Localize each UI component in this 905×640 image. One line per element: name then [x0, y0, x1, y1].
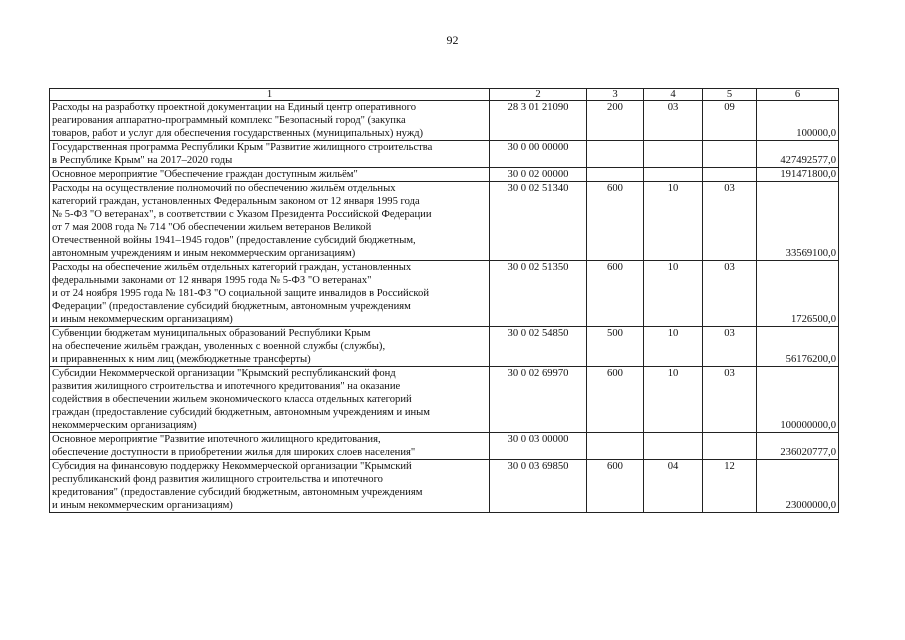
description-line: в Республике Крым" на 2017–2020 годы	[52, 155, 233, 166]
description-line: и иным некоммерческим организациям)	[52, 314, 233, 325]
subsection-code	[703, 141, 757, 168]
row-description	[50, 141, 490, 168]
description-line: реагирования аппаратно-программный комплекс "Безопасный город" (закупка	[52, 115, 406, 126]
header-col-1: 1	[50, 89, 490, 101]
table-row	[50, 327, 839, 367]
row-description	[50, 367, 490, 433]
description-line: и приравненных к ним лиц (межбюджетные трансферты)	[52, 354, 311, 365]
description-line: граждан (предоставление субсидий бюджетным, автономным учреждениям и иным	[52, 407, 431, 418]
amount: 1726500,0	[757, 261, 839, 327]
table-row	[50, 367, 839, 433]
header-col-5: 5	[703, 89, 757, 101]
expense-type-code: 500	[587, 327, 644, 367]
target-article-code: 30 0 00 00000	[490, 141, 587, 168]
subsection-code	[703, 433, 757, 460]
table-row	[50, 168, 839, 182]
description-line: Расходы на разработку проектной документации на Единый центр оперативного	[52, 102, 417, 113]
subsection-code: 03	[703, 327, 757, 367]
target-article-code: 30 0 02 00000	[490, 168, 587, 182]
description-line: содействия в обеспечении жильем экономического класса отдельных категорий	[52, 394, 412, 405]
description-line: на обеспечение жильём граждан, уволенных с военной службы (службы),	[52, 341, 386, 352]
row-description	[50, 101, 490, 141]
description-line: от 7 мая 2008 года № 714 "Об обеспечении жильем ветеранов Великой	[52, 222, 372, 233]
table-row	[50, 460, 839, 513]
description-line: некоммерческим организациям)	[52, 420, 197, 431]
section-code: 03	[644, 101, 703, 141]
expense-type-code: 200	[587, 101, 644, 141]
target-article-code: 30 0 02 69970	[490, 367, 587, 433]
subsection-code: 03	[703, 182, 757, 261]
description-line: Субсидия на финансовую поддержку Некоммерческой организации "Крымский	[52, 461, 412, 472]
subsection-code: 09	[703, 101, 757, 141]
amount: 23000000,0	[757, 460, 839, 513]
description-line: федеральными законами от 12 января 1995 года № 5-ФЗ "О ветеранах"	[52, 275, 372, 286]
amount: 33569100,0	[757, 182, 839, 261]
section-code: 10	[644, 261, 703, 327]
target-article-code: 30 0 02 54850	[490, 327, 587, 367]
row-description	[50, 460, 490, 513]
section-code: 04	[644, 460, 703, 513]
expense-type-code	[587, 141, 644, 168]
section-code	[644, 141, 703, 168]
page-number: 92	[446, 33, 459, 47]
target-article-code: 30 0 02 51340	[490, 182, 587, 261]
description-line: автономным учреждениям и иным некоммерческим организациям)	[52, 248, 356, 259]
description-line: и иным некоммерческим организациям)	[52, 500, 233, 511]
description-line: и от 24 ноября 1995 года № 181-ФЗ "О социальной защите инвалидов в Российской	[52, 288, 429, 299]
table-row	[50, 101, 839, 141]
target-article-code: 30 0 02 51350	[490, 261, 587, 327]
description-line: Расходы на осуществление полномочий по обеспечению жильём отдельных	[52, 183, 396, 194]
table-row	[50, 433, 839, 460]
description-line: Отечественной войны 1941–1945 годов" (предоставление субсидий бюджетным,	[52, 235, 416, 246]
section-code	[644, 168, 703, 182]
description-line: Основное мероприятие "Развитие ипотечного жилищного кредитования,	[52, 434, 381, 445]
header-col-3: 3	[587, 89, 644, 101]
description-line: Государственная программа Республики Крым "Развитие жилищного строительства	[52, 142, 433, 153]
budget-table	[49, 88, 839, 513]
row-description	[50, 182, 490, 261]
amount: 100000,0	[757, 101, 839, 141]
subsection-code: 12	[703, 460, 757, 513]
row-description	[50, 327, 490, 367]
expense-type-code: 600	[587, 182, 644, 261]
section-code: 10	[644, 182, 703, 261]
table-row	[50, 261, 839, 327]
section-code: 10	[644, 367, 703, 433]
target-article-code: 30 0 03 00000	[490, 433, 587, 460]
amount: 100000000,0	[757, 367, 839, 433]
table-row	[50, 182, 839, 261]
header-col-4: 4	[644, 89, 703, 101]
header-col-6: 6	[757, 89, 839, 101]
target-article-code: 30 0 03 69850	[490, 460, 587, 513]
description-line: обеспечение доступности в приобретении жилья для широких слоев населения"	[52, 447, 416, 458]
target-article-code: 28 3 01 21090	[490, 101, 587, 141]
description-line: Основное мероприятие "Обеспечение граждан доступным жильём"	[52, 169, 358, 180]
row-description	[50, 261, 490, 327]
section-code: 10	[644, 327, 703, 367]
description-line: республиканский фонд развития жилищного строительства и ипотечного	[52, 474, 383, 485]
table-row	[50, 141, 839, 168]
amount: 236020777,0	[757, 433, 839, 460]
expense-type-code: 600	[587, 367, 644, 433]
description-line: Расходы на обеспечение жильём отдельных категорий граждан, установленных	[52, 262, 412, 273]
row-description	[50, 433, 490, 460]
section-code	[644, 433, 703, 460]
description-line: развития жилищного строительства и ипотечного кредитования" на оказание	[52, 381, 401, 392]
subsection-code	[703, 168, 757, 182]
description-line: категорий граждан, установленных Федеральным законом от 12 января 1995 года	[52, 196, 420, 207]
expense-type-code	[587, 433, 644, 460]
row-description	[50, 168, 490, 182]
amount: 56176200,0	[757, 327, 839, 367]
subsection-code: 03	[703, 367, 757, 433]
table-header-row	[50, 89, 839, 101]
description-line: № 5-ФЗ "О ветеранах", в соответствии с Указом Президента Российской Федерации	[52, 209, 432, 220]
header-col-2: 2	[490, 89, 587, 101]
description-line: Федерации" (предоставление субсидий бюджетным, автономным учреждениям	[52, 301, 411, 312]
expense-type-code: 600	[587, 460, 644, 513]
expense-type-code	[587, 168, 644, 182]
description-line: Субвенции бюджетам муниципальных образований Республики Крым	[52, 328, 371, 339]
amount: 427492577,0	[757, 141, 839, 168]
description-line: товаров, работ и услуг для обеспечения государственных (муниципальных) нужд)	[52, 128, 424, 139]
amount: 191471800,0	[757, 168, 839, 182]
description-line: Субсидии Некоммерческой организации "Крымский республиканский фонд	[52, 368, 396, 379]
expense-type-code: 600	[587, 261, 644, 327]
description-line: кредитования" (предоставление субсидий бюджетным, автономным учреждениям	[52, 487, 423, 498]
subsection-code: 03	[703, 261, 757, 327]
